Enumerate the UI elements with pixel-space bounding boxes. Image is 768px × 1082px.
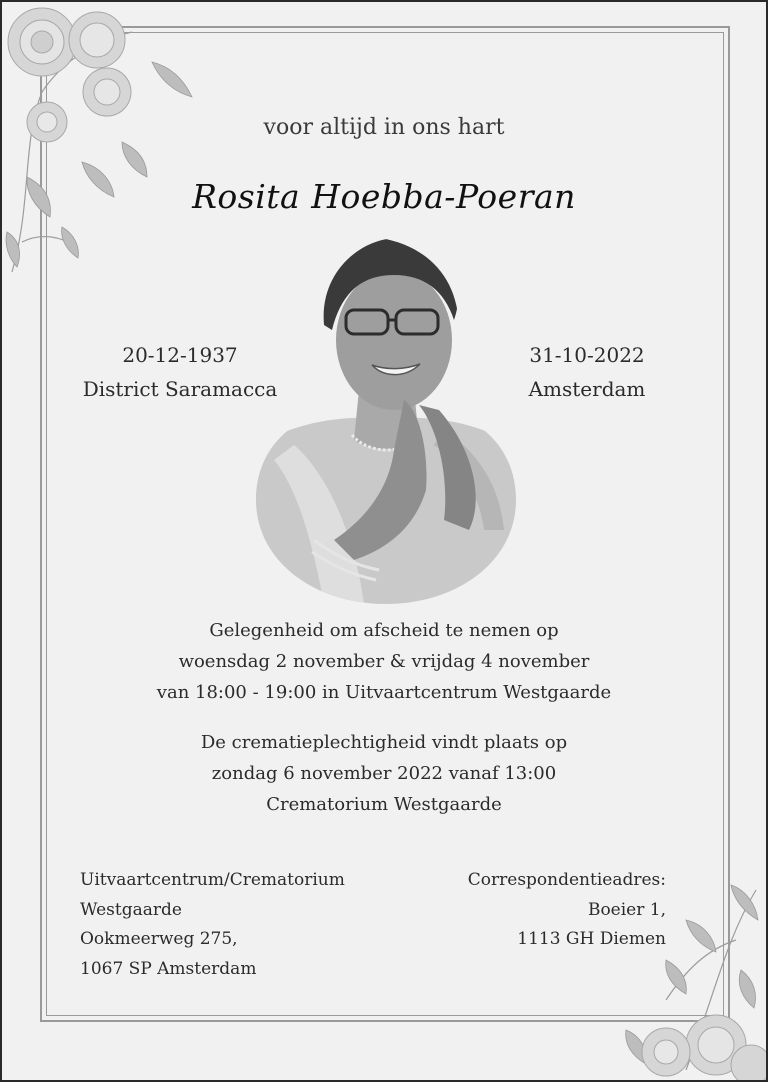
venue-address <box>80 866 345 984</box>
birth-date: 20-12-1937 <box>122 343 238 367</box>
venue-address-line: 1067 SP Amsterdam <box>80 958 257 979</box>
birth-place: District Saramacca <box>82 377 278 401</box>
cremation-paragraph <box>2 727 766 820</box>
farewell-paragraph <box>2 615 766 708</box>
portrait-photo <box>254 230 518 604</box>
death-info <box>492 338 682 406</box>
floral-top-left-icon <box>2 2 202 282</box>
tagline: voor altijd in ons hart <box>263 115 505 140</box>
farewell-line: van 18:00 - 19:00 in Uitvaartcentrum Westgaarde <box>156 682 612 703</box>
correspondence-address-line: Boeier 1, <box>587 899 666 920</box>
deceased-name: Rosita Hoebba-Poeran <box>192 177 576 216</box>
death-date: 31-10-2022 <box>529 343 645 367</box>
cremation-line: Crematorium Westgaarde <box>266 794 502 815</box>
cremation-line: De crematieplechtigheid vindt plaats op <box>200 732 568 753</box>
venue-address-line: Westgaarde <box>80 899 182 920</box>
correspondence-address-line: Correspondentieadres: <box>467 870 666 890</box>
farewell-line: Gelegenheid om afscheid te nemen op <box>209 620 559 641</box>
venue-address-line: Uitvaartcentrum/Crematorium <box>80 870 345 890</box>
cremation-line: zondag 6 november 2022 vanaf 13:00 <box>211 763 557 784</box>
correspondence-address-line: 1113 GH Diemen <box>517 929 666 949</box>
death-place: Amsterdam <box>528 377 646 401</box>
correspondence-address <box>468 866 666 955</box>
birth-info <box>62 338 298 406</box>
venue-address-line: Ookmeerweg 275, <box>80 929 238 949</box>
farewell-line: woensdag 2 november & vrijdag 4 november <box>178 651 590 672</box>
